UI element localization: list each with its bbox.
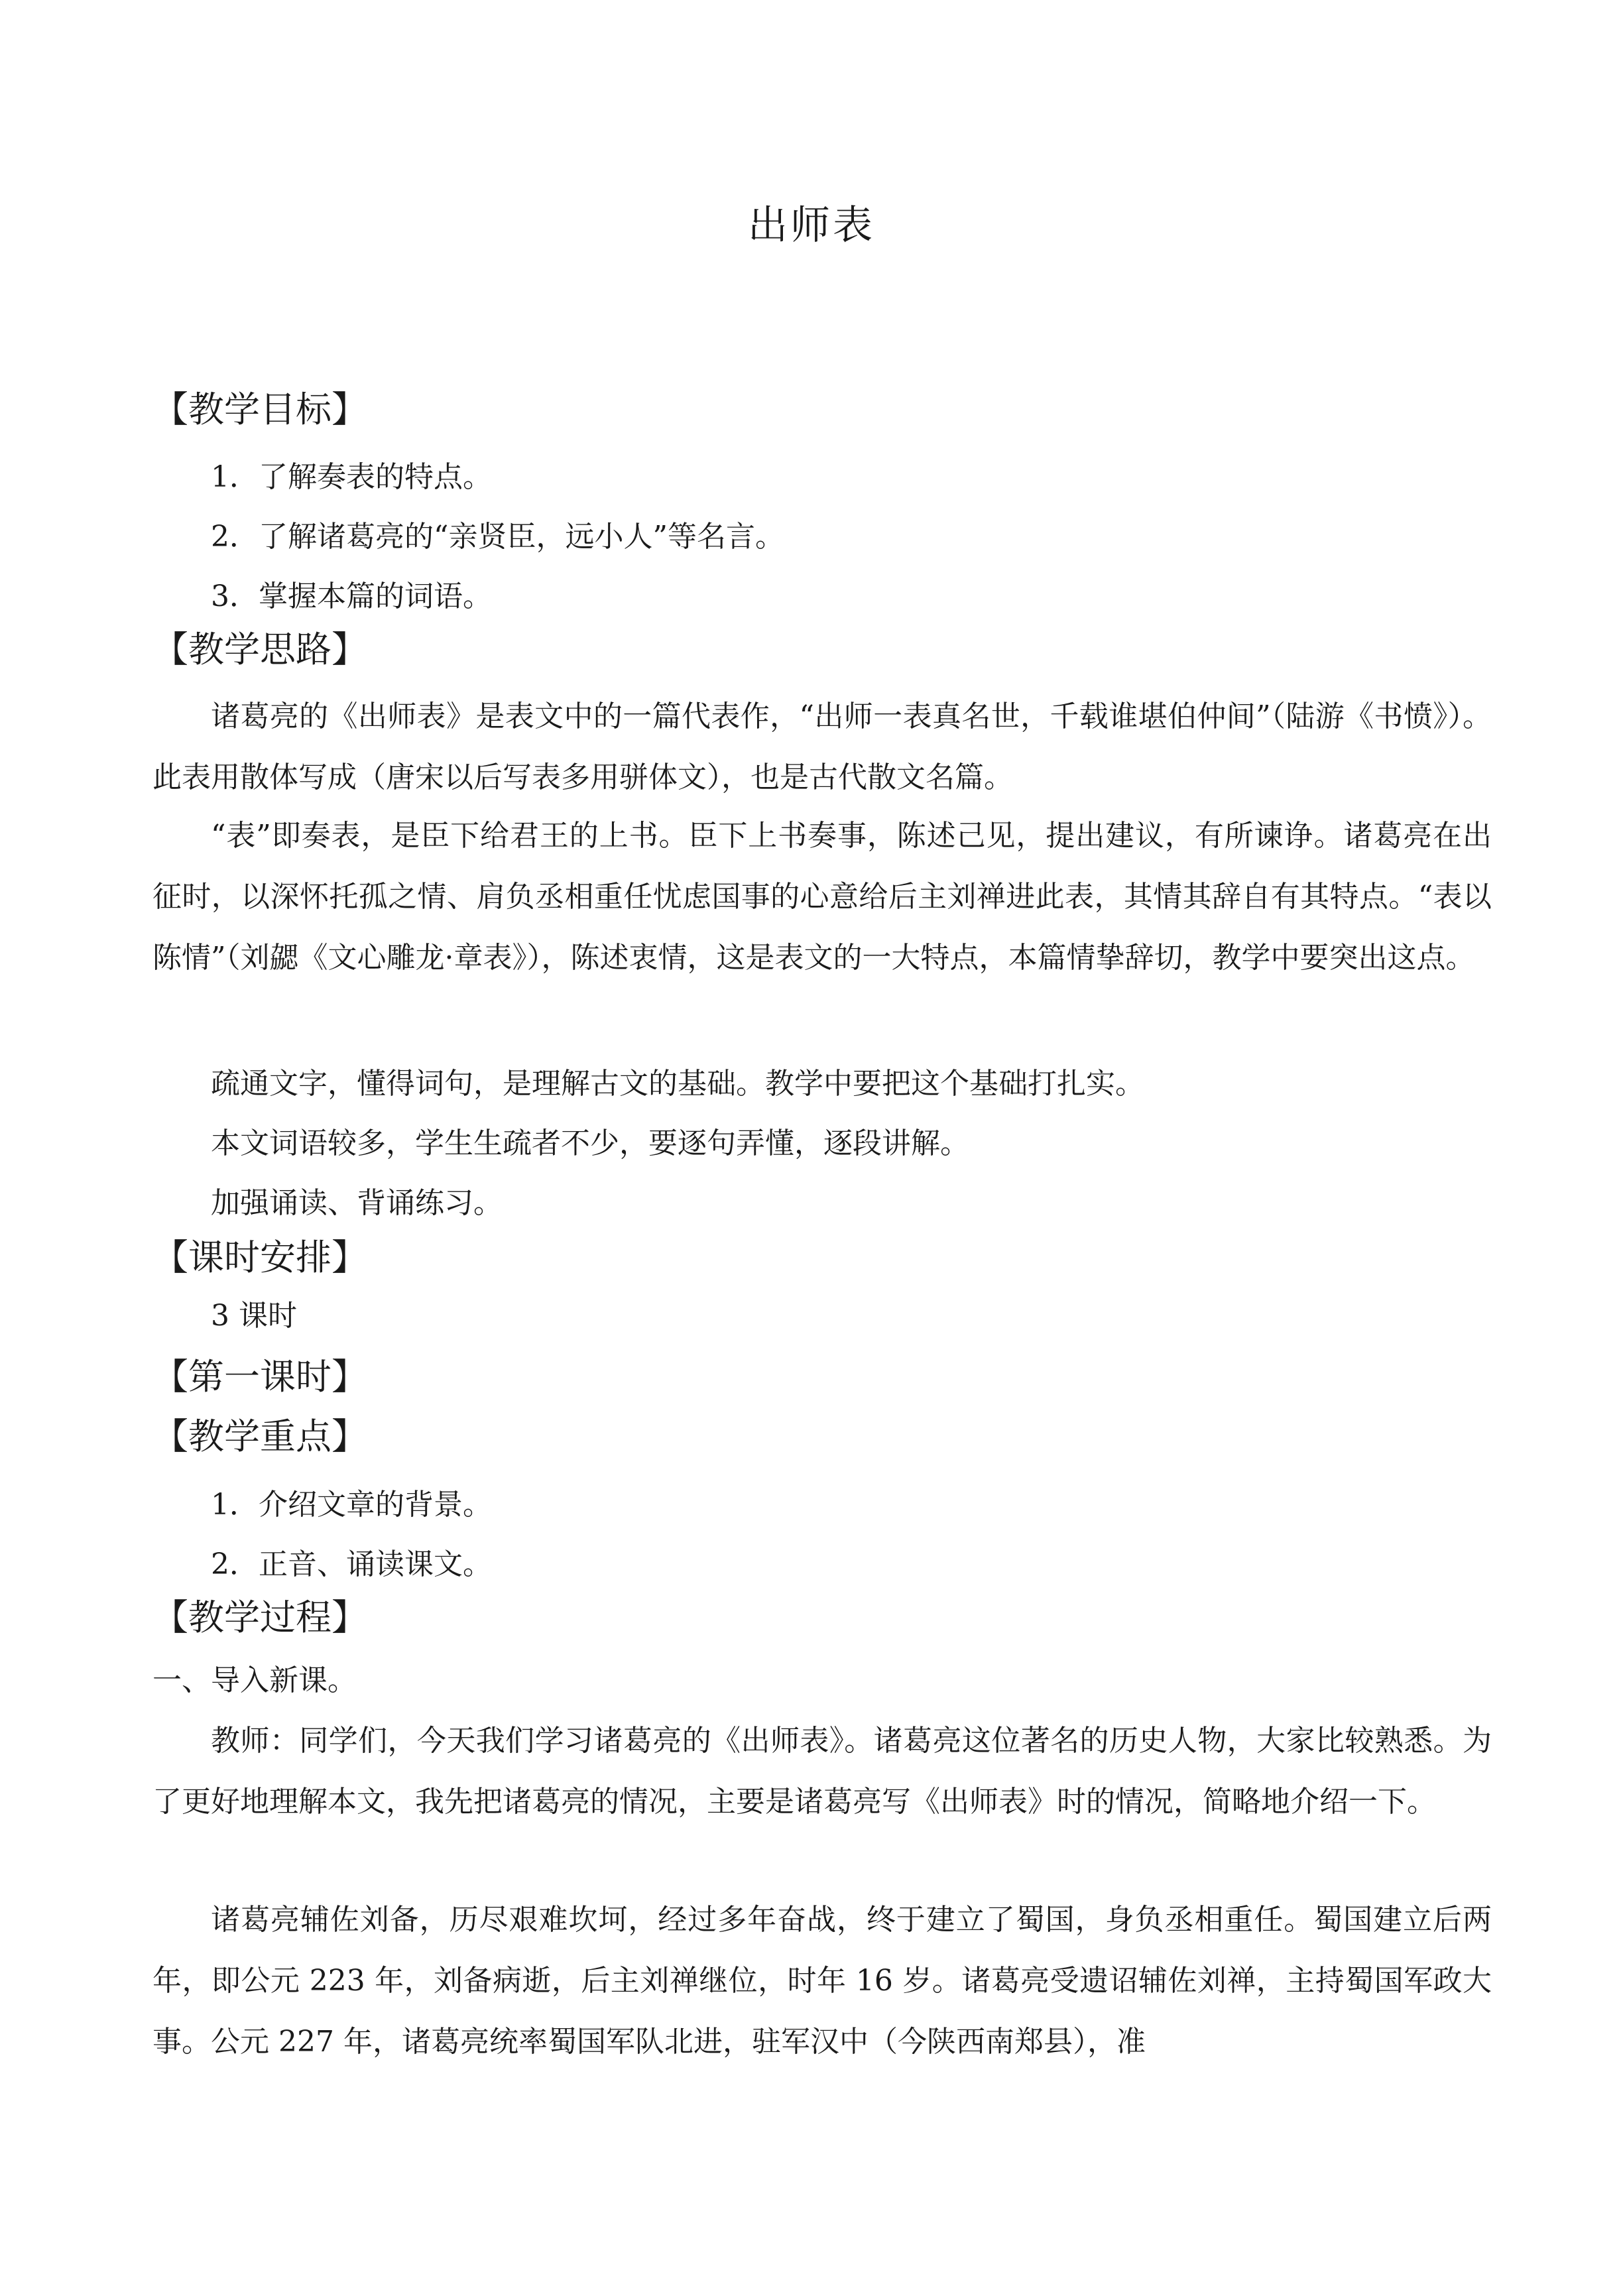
schedule-value: 3 课时 [211, 1299, 297, 1333]
approach-paragraph-1: 诸葛亮的《出师表》是表文中的一篇代表作，“出师一表真名世，千载谁堪伯仲间”（陆游《书愤》）。此表用散体写成（唐宋以后写表多用骈体文），也是古代散文名篇。 [152, 699, 1492, 794]
approach-paragraph-3: 疏通文字，懂得词句，是理解古文的基础。教学中要把这个基础打扎实。 [211, 1067, 1144, 1101]
heading-teaching-goals: 【教学目标】 [152, 389, 367, 430]
heading-teaching-approach: 【教学思路】 [152, 629, 367, 670]
process-step-1: 一、导入新课。 [152, 1663, 357, 1697]
process-paragraph-2: 诸葛亮辅佐刘备，历尽艰难坎坷，经过多年奋战，终于建立了蜀国，身负丞相重任。蜀国建立后两年，即公元 223 年，刘备病逝，后主刘禅继位，时年 16 岁。诸葛亮受遗诏辅佐刘禅，主持蜀国军政大事。公元 227 年，诸葛亮统率蜀国军队北进，驻军汉中（今陕西南郑县），准 [152, 1903, 1492, 2059]
heading-teaching-focus: 【教学重点】 [152, 1416, 367, 1457]
goal-item-2: 2．了解诸葛亮的“亲贤臣，远小人”等名言。 [211, 520, 784, 554]
approach-paragraph-2: “表”即奏表，是臣下给君王的上书。臣下上书奏事，陈述己见，提出建议，有所谏诤。诸葛亮在出征时，以深怀托孤之情、肩负丞相重任忧虑国事的心意给后主刘禅进此表，其情其辞自有其特点。“表以陈情”（刘勰《文心雕龙·章表》），陈述衷情，这是表文的一大特点，本篇情挚辞切，教学中要突出这点。 [152, 819, 1492, 975]
document-title: 出师表 [748, 202, 875, 249]
heading-teaching-process: 【教学过程】 [152, 1597, 367, 1638]
focus-item-2: 2．正音、诵读课文。 [211, 1547, 492, 1581]
heading-first-lesson: 【第一课时】 [152, 1356, 367, 1398]
goal-item-1: 1．了解奏表的特点。 [211, 460, 492, 494]
approach-paragraph-5: 加强诵读、背诵练习。 [211, 1186, 503, 1220]
approach-paragraph-4: 本文词语较多，学生生疏者不少，要逐句弄懂，逐段讲解。 [211, 1126, 969, 1160]
focus-item-1: 1．介绍文章的背景。 [211, 1488, 492, 1522]
process-paragraph-1: 教师：同学们，今天我们学习诸葛亮的《出师表》。诸葛亮这位著名的历史人物，大家比较熟悉。为了更好地理解本文，我先把诸葛亮的情况，主要是诸葛亮写《出师表》时的情况，简略地介绍一下。 [152, 1724, 1492, 1819]
heading-class-schedule: 【课时安排】 [152, 1237, 367, 1278]
goal-item-3: 3．掌握本篇的词语。 [211, 579, 492, 613]
